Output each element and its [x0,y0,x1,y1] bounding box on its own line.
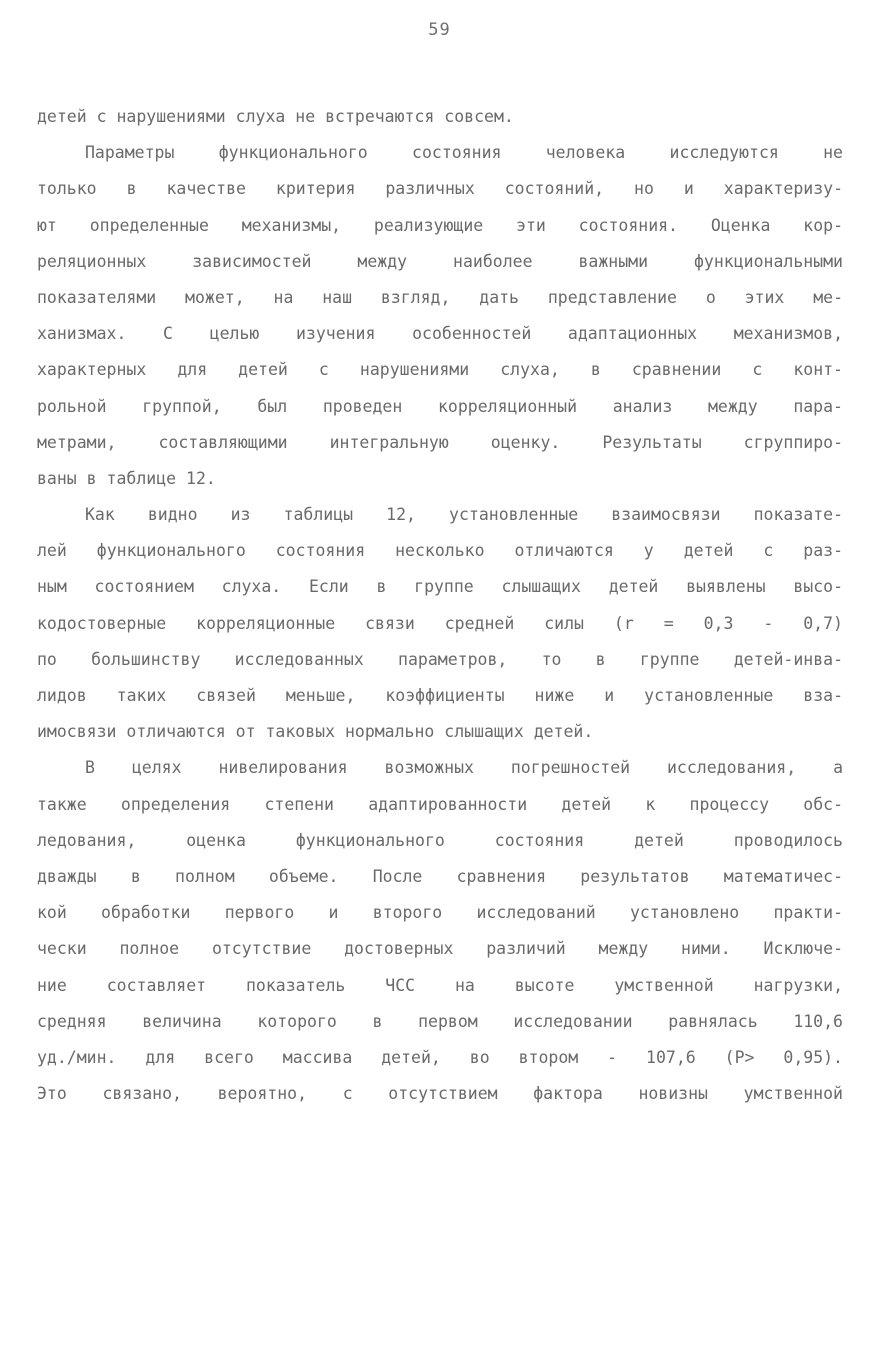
text-line: кой обработки первого и второго исследований установлено практи- [37,903,843,923]
text-line: лидов таких связей меньше, коэффициенты ниже и установленные вза- [37,686,843,705]
text-line: Параметры функционального состояния человека исследуются не [85,143,843,163]
text-line: ют определенные механизмы, реализующие эти состояния. Оценка кор- [37,215,843,235]
text-line: ледования, оценка функционального состояния детей проводилось [37,830,843,850]
text-line: ным состоянием слуха. Если в группе слышащих детей выявлены высо- [37,577,843,597]
text-line: реляционных зависимостей между наиболее важными функциональными [37,251,843,271]
text-line: рольной группой, был проведен корреляционный анализ между пара- [37,396,843,416]
text-line: только в качестве критерия различных состояний, но и характеризу- [37,179,843,199]
text-line: метрами, составляющими интегральную оценку. Результаты сгруппиро- [37,432,843,452]
text-line: кодостоверные корреляционные связи средней силы (r = 0,3 - 0,7) [37,613,843,633]
text-line: В целях нивелирования возможных погрешностей исследования, а [85,758,843,778]
text-line: ваны в таблице 12. [37,468,216,488]
text-line: также определения степени адаптированности детей к процессу обс- [37,794,843,814]
text-line: характерных для детей с нарушениями слуха, в сравнении с конт- [37,360,843,380]
body-text [37,105,843,1118]
text-line: детей с нарушениями слуха не встречаются совсем. [37,107,514,126]
text-line: показателями может, на наш взгляд, дать представление о этих ме- [37,287,843,307]
page-number: 59 [428,20,451,40]
text-line: чески полное отсутствие достоверных различий между ними. Исключе- [37,939,843,959]
text-line: Это связано, вероятно, с отсутствием фактора новизны умственной [37,1084,843,1104]
text-line: лей функционального состояния несколько отличаются у детей с раз- [37,541,843,561]
text-line: уд./мин. для всего массива детей, во втором - 107,6 (P> 0,95). [37,1047,843,1067]
text-line: по большинству исследованных параметров, то в группе детей-инва- [37,649,843,669]
text-line: ние составляет показатель ЧСС на высоте умственной нагрузки, [37,975,843,995]
text-line: Как видно из таблицы 12, установленные взаимосвязи показате- [85,505,843,525]
text-line: имосвязи отличаются от таковых нормально слышащих детей. [37,722,594,742]
text-line: средняя величина которого в первом исследовании равнялась 110,6 [37,1011,843,1031]
text-line: ханизмах. С целью изучения особенностей адаптационных механизмов, [37,324,843,344]
text-line: дважды в полном объеме. После сравнения результатов математичес- [37,866,843,886]
